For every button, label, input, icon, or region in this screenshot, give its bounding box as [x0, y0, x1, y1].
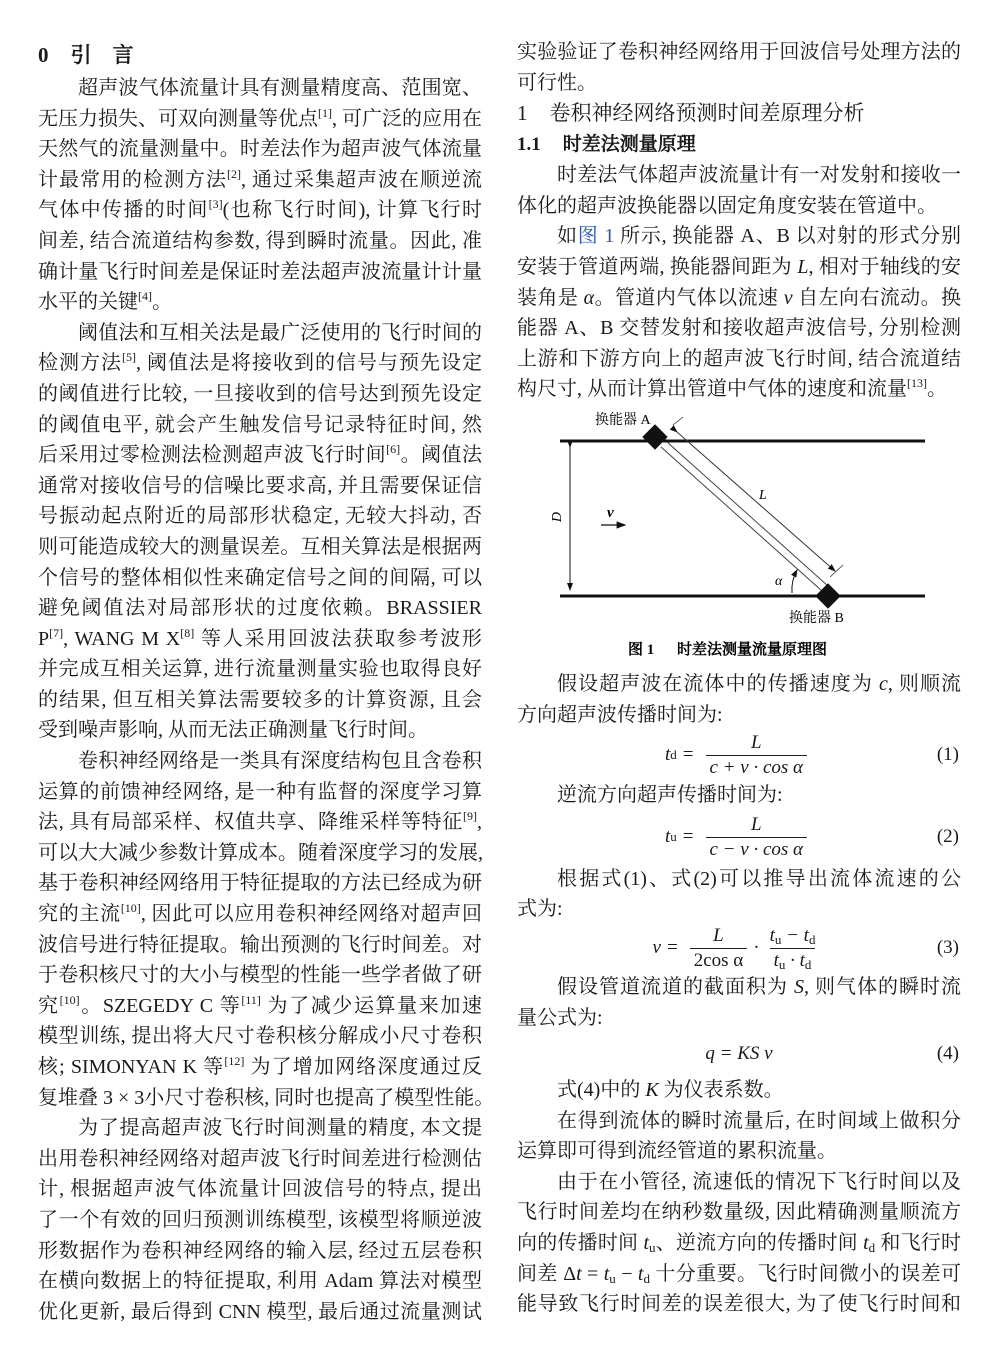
text-line: 式为: — [517, 898, 563, 921]
text-line: 可行性。 — [517, 71, 597, 94]
equation-1: t d = $\frac{L}{\text{c + v · cos α}}$ (1) — [665, 731, 959, 778]
paragraph — [517, 780, 961, 811]
paragraph — [517, 1075, 961, 1106]
subscript: d — [868, 1240, 876, 1256]
text-line: 运算的前馈神经网络, 是一种有监督的深度学习算 — [38, 780, 482, 803]
right-column — [517, 37, 961, 1320]
eq-numerator: L — [750, 731, 762, 753]
eq-fraction — [706, 731, 808, 780]
text-line: 计最常用的检测方法[2], 通过采集超声波在顺逆流 — [38, 166, 482, 191]
eq-sub: u — [778, 956, 786, 972]
text-line: 波信号进行特征提取。输出预测的飞行时间差。对 — [38, 933, 482, 956]
text-line: 阈值法和互相关法是最广泛使用的飞行时间的 — [78, 321, 482, 344]
citation-ref[interactable]: [8] — [180, 625, 195, 640]
text-line: 在得到流体的瞬时流量后, 在时间域上做积分 — [557, 1109, 961, 1132]
text-line: 模型训练, 提出将大尺寸卷积核分解成小尺寸卷积 — [38, 1025, 482, 1048]
text-line: 水平的关键[4]。 — [38, 289, 172, 314]
citation-ref[interactable]: [1] — [318, 105, 332, 120]
paragraph — [517, 1167, 961, 1320]
subscript: d — [643, 1270, 650, 1286]
citation-ref[interactable]: [5] — [122, 350, 136, 365]
section-heading-introduction — [38, 40, 482, 73]
eq-var: t — [773, 949, 779, 971]
eq-equals: = — [666, 937, 678, 959]
text-line: 基于卷积神经网络用于特征提取的方法已经成为研 — [38, 872, 482, 895]
text-line: 的阈值进行比较, 一旦接收到的信号达到预先设定 — [38, 382, 482, 405]
text-line: 逆流方向超声传播时间为: — [557, 784, 783, 807]
eq-fraction — [706, 813, 808, 862]
citation-ref[interactable]: [12] — [224, 1054, 245, 1068]
text-line: 向的传播时间 $t_u$、逆流方向的传播时间 $t_d$ 和飞行时 — [517, 1232, 962, 1256]
citation-ref[interactable]: [10] — [120, 901, 141, 916]
section-heading-1 — [517, 98, 961, 129]
text-line: 可以大大减少参数计算成本。随着深度学习的发展, — [38, 841, 483, 864]
eq-denominator: 2cos α — [690, 948, 748, 973]
eq-numerator — [766, 924, 820, 948]
eq-fraction-2 — [766, 924, 820, 973]
text-line: 的结果, 但互相关算法需要较多的计算资源, 且会 — [38, 688, 482, 711]
figure-1 — [517, 405, 961, 669]
text-line: 则可能造成较大的测量误差。互相关算法是根据两 — [38, 535, 482, 558]
transducer-a — [642, 424, 667, 449]
text-line: 无压力损失、可双向测量等优点[1], 可广泛的应用在 — [38, 105, 482, 130]
eq-denominator: c + v · cos α — [706, 755, 808, 780]
text-line: 超声波气体流量计具有测量精度高、范围宽、 — [78, 77, 482, 99]
text-line: 出用卷积神经网络对超声波飞行时间差进行检测估 — [38, 1147, 482, 1170]
text-line: 由于在小管径, 流速低的情况下飞行时间以及 — [557, 1170, 961, 1193]
angle-label: α — [775, 573, 783, 589]
eq-numerator: L — [713, 924, 724, 946]
citation-ref[interactable]: [4] — [138, 289, 152, 304]
text-line: 号振动起点附近的局部形状稳定, 无较大抖动, 否 — [38, 505, 482, 528]
equation-number: (3) — [936, 937, 959, 959]
transducer-a-label: 换能器 A — [595, 412, 651, 428]
math-variable: t — [603, 1262, 610, 1285]
eq-sub: u — [774, 931, 782, 947]
subscript: u — [649, 1240, 656, 1256]
text-line: 并完成互相关运算, 进行流量测量实验也取得良好 — [38, 658, 482, 681]
math-variable: S — [794, 975, 804, 998]
math-variable: L — [797, 255, 809, 278]
paragraph — [517, 160, 961, 221]
text-line: 避免阈值法对局部形状的过度依赖。BRASSIER — [38, 597, 482, 620]
text-line: 体化的超声波换能器以固定角度安装在管道中。 — [517, 194, 937, 217]
citation-ref[interactable]: [2] — [227, 166, 241, 181]
text-line: 运算即可得到流经管道的累积流量。 — [517, 1140, 837, 1163]
equation-number: (4) — [936, 1043, 959, 1065]
paragraph — [517, 669, 961, 730]
eq-lhs: t — [665, 744, 671, 766]
eq-dot: · — [753, 937, 760, 959]
figure-link[interactable]: 图 1 — [577, 225, 615, 248]
text-line: 间差 $\Delta t = t_u - t_d$ 十分重要。飞行时间微小的误差可 — [517, 1262, 962, 1286]
left-paragraphs — [38, 73, 495, 1327]
text-line: 究的主流[10], 因此可以应用卷积神经网络对超声回 — [38, 901, 483, 926]
text-line: 实验验证了卷积神经网络用于回波信号处理方法的 — [517, 41, 961, 63]
length-dimension — [677, 432, 835, 571]
text-line: 能器 A、B 交替发射和接收超声波信号, 分别检测 — [517, 317, 961, 340]
length-label: L — [759, 487, 767, 503]
diameter-label: D — [550, 511, 565, 522]
text-line: 式(4)中的 K 为仪表系数。 — [557, 1079, 784, 1102]
section-number: 1 — [517, 101, 528, 126]
figure-caption-number: 图 1 — [628, 641, 655, 658]
eq-equals: = — [682, 826, 694, 848]
subscript: u — [609, 1270, 616, 1286]
eq-var: t — [769, 924, 775, 946]
math-variable: t — [643, 1232, 650, 1255]
section-number: 0 — [38, 43, 49, 67]
paragraph — [517, 221, 961, 405]
velocity-label: v — [607, 504, 614, 521]
text-line: 究[10]。SZEGEDY C 等[11] 为了减少运算量来加速 — [38, 992, 482, 1017]
equation-4 — [517, 1033, 961, 1075]
citation-ref[interactable]: [10] — [59, 992, 80, 1007]
text-line: 方向超声波传播时间为: — [517, 703, 723, 726]
text-line: 计, 根据超声波气体流量计回波信号的特点, 提出 — [38, 1178, 482, 1201]
section-title: 卷积神经网络预测时间差原理分析 — [549, 101, 865, 126]
math-variable: t — [637, 1262, 644, 1285]
time-difference-diagram — [517, 405, 961, 669]
figure-caption-title: 时差法测量流量原理图 — [677, 641, 828, 658]
eq-lhs: v — [652, 937, 661, 959]
text-line: 复堆叠 3 × 3小尺寸卷积核, 同时也提高了模型性能。 — [38, 1086, 495, 1109]
transducer-b-label: 换能器 B — [789, 610, 844, 626]
citation-ref[interactable]: [9] — [463, 809, 477, 824]
subsection-number: 1.1 — [517, 134, 541, 156]
paragraph — [517, 1106, 961, 1167]
paragraph — [38, 1113, 482, 1327]
equation-3 — [517, 925, 961, 972]
equation-number: (2) — [936, 826, 959, 848]
paragraph — [517, 37, 961, 98]
math-variable: t — [863, 1232, 869, 1255]
text-line: 能导致飞行时间差的误差很大, 为了使飞行时间和 — [517, 1293, 961, 1316]
text-line: 受到噪声影响, 从而无法正确测量飞行时间。 — [38, 719, 428, 742]
eq-sub: d — [808, 931, 816, 947]
angle-arc — [792, 570, 797, 593]
citation-ref[interactable]: [13] — [907, 376, 927, 391]
text-line: 为了提高超声波飞行时间测量的精度, 本文提 — [78, 1117, 482, 1140]
text-line: 卷积神经网络是一类具有深度结构包且含卷积 — [78, 750, 482, 773]
text-line: 根据式(1)、式(2)可以推导出流体流速的公 — [557, 867, 961, 890]
eq-denominator — [770, 948, 816, 973]
text-line: 间差, 结合流道结构参数, 得到瞬时流量。因此, 准 — [38, 229, 482, 252]
text-line: 优化更新, 最后得到 CNN 模型, 最后通过流量测试 — [38, 1300, 482, 1323]
ultrasonic-path — [661, 442, 828, 591]
text-line: 在横向数据上的特征提取, 利用 Adam 算法对模型 — [38, 1270, 482, 1293]
left-column — [38, 40, 495, 1327]
text-line: 天然气的流量测量中。时差法作为超声波气体流量 — [38, 138, 482, 161]
eq-denominator: c − v · cos α — [706, 837, 808, 862]
text-line: 法, 具有局部采样、权值共享、降维采样等特征[9], — [38, 809, 482, 834]
text-line: 飞行时间差均在纳秒数量级, 因此精确测量顺流方 — [517, 1201, 961, 1224]
subsection-heading-1-1 — [517, 129, 961, 160]
math-variable: v — [783, 286, 793, 309]
eq-var: · t — [785, 949, 805, 971]
text-line: 量公式为: — [517, 1006, 603, 1029]
citation-ref[interactable]: [7] — [49, 625, 64, 640]
text-line: 气体中传播的时间[3](也称飞行时间), 计算飞行时 — [38, 197, 482, 222]
math-variable: c — [878, 672, 888, 695]
paragraph — [517, 972, 961, 1033]
text-line: 于卷积核尺寸的大小与模型的性能一些学者做了研 — [38, 964, 482, 987]
text-line: 个信号的整体相似性来确定信号之间的间隔, 可以 — [38, 566, 482, 589]
equation-2: t u = $\frac{L}{\text{c − v · cos α}}$ (2) — [665, 813, 959, 860]
math-variable: t — [576, 1262, 582, 1285]
text-line: 如图 1 所示, 换能器 A、B 以对射的形式分别 — [557, 225, 961, 248]
text-line: 安装于管道两端, 换能器间距为 L, 相对于轴线的安 — [517, 255, 962, 278]
eq-var: − t — [781, 924, 809, 946]
text-line: 上游和下游方向上的超声波飞行时间, 结合流道结 — [517, 347, 961, 370]
text-line: 时差法气体超声波流量计有一对发射和接收一 — [557, 164, 961, 187]
text-line: 通常对接收信号的信噪比要求高, 并且需要保证信 — [38, 474, 482, 497]
eq-expression: q = KS v — [705, 1043, 773, 1065]
text-line: 核; SIMONYAN K 等[12] 为了增加网络深度通过反 — [38, 1054, 482, 1078]
text-line: 了一个有效的回归预测训练模型, 该模型将顺逆波 — [38, 1208, 482, 1231]
text-line: 后采用过零检测法检测超声波飞行时间[6]。阈值法 — [38, 442, 483, 467]
text-line: 装角是 α。管道内气体以流速 v 自左向右流动。换 — [517, 286, 962, 309]
text-line: 形数据作为卷积神经网络的输入层, 经过五层卷积 — [38, 1239, 482, 1262]
paragraph — [517, 864, 961, 925]
subsection-title: 时差法测量原理 — [562, 134, 696, 156]
equation-number: (1) — [936, 744, 959, 766]
text-line: 确计量飞行时间差是保证时差法超声波流量计计量 — [38, 260, 482, 283]
section-title: 引 言 — [70, 43, 134, 67]
citation-ref[interactable]: [6] — [386, 442, 401, 457]
eq-equals: = — [682, 744, 694, 766]
text-line: P[7], WANG M X[8] 等人采用回波法获取参考波形 — [38, 625, 482, 650]
eq-numerator: L — [750, 813, 762, 835]
eq-fraction-1 — [690, 924, 748, 973]
text-line: 构尺寸, 从而计算出管道中气体的速度和流量[13]。 — [517, 376, 947, 401]
eq-sub: d — [804, 956, 812, 972]
math-variable: α — [583, 286, 595, 309]
text-line: 的阈值电平, 就会产生触发信号记录特征时间, 然 — [38, 413, 482, 436]
paragraph — [38, 318, 482, 746]
paragraph — [38, 746, 495, 1113]
paragraph — [38, 73, 482, 318]
text-line: 检测方法[5], 阈值法是将接收到的信号与预先设定 — [38, 350, 482, 375]
eq-lhs: t — [665, 826, 671, 848]
transducer-b — [815, 583, 840, 608]
text-line: 假设超声波在流体中的传播速度为 c, 则顺流 — [557, 672, 962, 695]
text-line: 假设管道流道的截面积为 S, 则气体的瞬时流 — [557, 975, 961, 998]
math-variable: K — [645, 1079, 659, 1102]
citation-ref[interactable]: [11] — [241, 992, 261, 1007]
citation-ref[interactable]: [3] — [208, 197, 223, 212]
